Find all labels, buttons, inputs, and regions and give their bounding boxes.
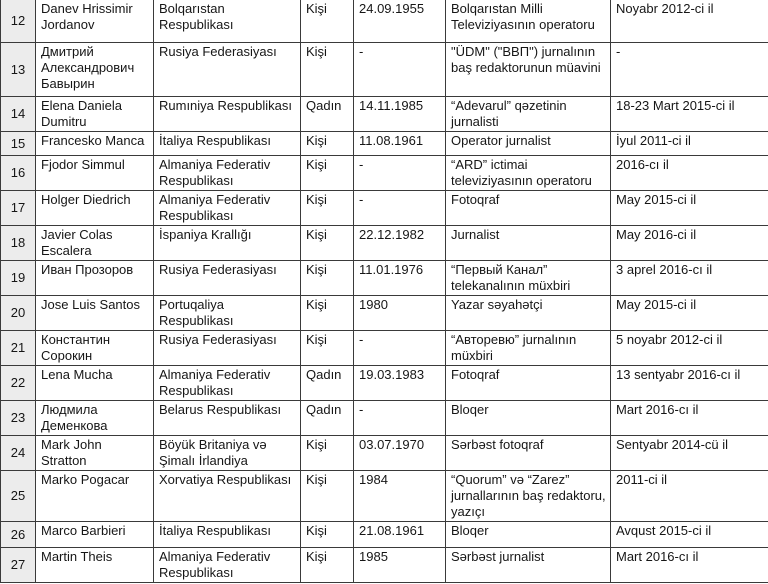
period-cell: Sentyabr 2014-cü il <box>611 436 768 471</box>
table-row <box>1 436 768 471</box>
name-cell: Marko Pogacar <box>36 471 154 522</box>
row-number-cell: 12 <box>1 0 36 43</box>
occupation-cell: Bolqarıstan Milli Televiziyasının operatoru <box>446 0 611 43</box>
occupation-cell: Yazar səyahətçi <box>446 296 611 331</box>
table-row <box>1 261 768 296</box>
name-cell: Людмила Деменкова <box>36 401 154 436</box>
period-cell: 13 sentyabr 2016-cı il <box>611 366 768 401</box>
occupation-cell: Fotoqraf <box>446 191 611 226</box>
birth-date-cell: 1984 <box>354 471 446 522</box>
period-cell: 5 noyabr 2012-ci il <box>611 331 768 366</box>
name-cell: Danev Hrissimir Jordanov <box>36 0 154 43</box>
occupation-cell: “Авторевю” jurnalının müxbiri <box>446 331 611 366</box>
birth-date-cell: 14.11.1985 <box>354 97 446 132</box>
name-cell: Fjodor Simmul <box>36 156 154 191</box>
table-row <box>1 401 768 436</box>
row-number-cell: 24 <box>1 436 36 471</box>
gender-cell: Kişi <box>301 548 354 583</box>
gender-cell: Qadın <box>301 97 354 132</box>
name-cell: Elena Daniela Dumitru <box>36 97 154 132</box>
table-body <box>1 0 768 583</box>
table-row <box>1 296 768 331</box>
name-cell: Holger Diedrich <box>36 191 154 226</box>
country-cell: Almaniya Federativ Respublikası <box>154 548 301 583</box>
country-cell: İspaniya Krallığı <box>154 226 301 261</box>
birth-date-cell: 22.12.1982 <box>354 226 446 261</box>
table-row <box>1 331 768 366</box>
period-cell: May 2015-ci il <box>611 191 768 226</box>
gender-cell: Kişi <box>301 331 354 366</box>
row-number-cell: 26 <box>1 522 36 548</box>
row-number-cell: 20 <box>1 296 36 331</box>
gender-cell: Kişi <box>301 261 354 296</box>
period-cell: İyul 2011-ci il <box>611 132 768 156</box>
table-row <box>1 471 768 522</box>
country-cell: Rusiya Federasiyası <box>154 261 301 296</box>
country-cell: Böyük Britaniya və Şimalı İrlandiya <box>154 436 301 471</box>
row-number-cell: 19 <box>1 261 36 296</box>
occupation-cell: Sərbəst jurnalist <box>446 548 611 583</box>
name-cell: Mark John Stratton <box>36 436 154 471</box>
country-cell: İtaliya Respublikası <box>154 132 301 156</box>
occupation-cell: “Adevarul” qəzetinin jurnalisti <box>446 97 611 132</box>
table-row <box>1 366 768 401</box>
period-cell: May 2016-ci il <box>611 226 768 261</box>
birth-date-cell: 11.08.1961 <box>354 132 446 156</box>
gender-cell: Kişi <box>301 296 354 331</box>
birth-date-cell: 11.01.1976 <box>354 261 446 296</box>
gender-cell: Kişi <box>301 191 354 226</box>
period-cell: May 2015-ci il <box>611 296 768 331</box>
occupation-cell: Fotoqraf <box>446 366 611 401</box>
period-cell: 18-23 Mart 2015-ci il <box>611 97 768 132</box>
name-cell: Константин Сорокин <box>36 331 154 366</box>
occupation-cell: “ARD” ictimai televiziyasının operatoru <box>446 156 611 191</box>
gender-cell: Kişi <box>301 132 354 156</box>
gender-cell: Qadın <box>301 401 354 436</box>
name-cell: Иван Прозоров <box>36 261 154 296</box>
gender-cell: Kişi <box>301 226 354 261</box>
name-cell: Jose Luis Santos <box>36 296 154 331</box>
birth-date-cell: - <box>354 191 446 226</box>
period-cell: 3 aprel 2016-cı il <box>611 261 768 296</box>
name-cell: Lena Mucha <box>36 366 154 401</box>
name-cell: Francesko Manca <box>36 132 154 156</box>
occupation-cell: "ÜDM" ("ВВП") jurnalının baş redaktorunun müavini <box>446 43 611 97</box>
occupation-cell: “Quorum” və “Zarez” jurnallarının baş redaktoru, yazıçı <box>446 471 611 522</box>
table-row <box>1 97 768 132</box>
row-number-cell: 13 <box>1 43 36 97</box>
country-cell: Almaniya Federativ Respublikası <box>154 191 301 226</box>
row-number-cell: 18 <box>1 226 36 261</box>
occupation-cell: Jurnalist <box>446 226 611 261</box>
name-cell: Marco Barbieri <box>36 522 154 548</box>
birth-date-cell: 19.03.1983 <box>354 366 446 401</box>
gender-cell: Qadın <box>301 366 354 401</box>
table-row <box>1 522 768 548</box>
row-number-cell: 21 <box>1 331 36 366</box>
gender-cell: Kişi <box>301 436 354 471</box>
name-cell: Javier Colas Escalera <box>36 226 154 261</box>
period-cell: 2016-cı il <box>611 156 768 191</box>
row-number-cell: 22 <box>1 366 36 401</box>
table-row <box>1 43 768 97</box>
country-cell: Rumıniya Respublikası <box>154 97 301 132</box>
occupation-cell: Sərbəst fotoqraf <box>446 436 611 471</box>
period-cell: Mart 2016-cı il <box>611 548 768 583</box>
table-row <box>1 132 768 156</box>
period-cell: Mart 2016-cı il <box>611 401 768 436</box>
country-cell: Bolqarıstan Respublikası <box>154 0 301 43</box>
country-cell: Almaniya Federativ Respublikası <box>154 366 301 401</box>
period-cell: 2011-ci il <box>611 471 768 522</box>
table-row <box>1 156 768 191</box>
country-cell: Belarus Respublikası <box>154 401 301 436</box>
occupation-cell: Operator jurnalist <box>446 132 611 156</box>
birth-date-cell: 1980 <box>354 296 446 331</box>
country-cell: İtaliya Respublikası <box>154 522 301 548</box>
period-cell: - <box>611 43 768 97</box>
birth-date-cell: 1985 <box>354 548 446 583</box>
birth-date-cell: - <box>354 331 446 366</box>
gender-cell: Kişi <box>301 156 354 191</box>
row-number-cell: 27 <box>1 548 36 583</box>
period-cell: Noyabr 2012-ci il <box>611 0 768 43</box>
name-cell: Дмитрий Александрович Бавырин <box>36 43 154 97</box>
gender-cell: Kişi <box>301 43 354 97</box>
country-cell: Portuqaliya Respublikası <box>154 296 301 331</box>
row-number-cell: 16 <box>1 156 36 191</box>
row-number-cell: 25 <box>1 471 36 522</box>
table-row <box>1 191 768 226</box>
birth-date-cell: 21.08.1961 <box>354 522 446 548</box>
gender-cell: Kişi <box>301 0 354 43</box>
row-number-cell: 14 <box>1 97 36 132</box>
row-number-cell: 15 <box>1 132 36 156</box>
country-cell: Rusiya Federasiyası <box>154 43 301 97</box>
row-number-cell: 23 <box>1 401 36 436</box>
name-cell: Martin Theis <box>36 548 154 583</box>
gender-cell: Kişi <box>301 522 354 548</box>
occupation-cell: “Первый Канал” telekanalının müxbiri <box>446 261 611 296</box>
occupation-cell: Bloqer <box>446 401 611 436</box>
birth-date-cell: - <box>354 43 446 97</box>
country-cell: Rusiya Federasiyası <box>154 331 301 366</box>
birth-date-cell: 24.09.1955 <box>354 0 446 43</box>
country-cell: Xorvatiya Respublikası <box>154 471 301 522</box>
birth-date-cell: - <box>354 401 446 436</box>
period-cell: Avqust 2015-ci il <box>611 522 768 548</box>
country-cell: Almaniya Federativ Respublikası <box>154 156 301 191</box>
occupation-cell: Bloqer <box>446 522 611 548</box>
birth-date-cell: - <box>354 156 446 191</box>
birth-date-cell: 03.07.1970 <box>354 436 446 471</box>
gender-cell: Kişi <box>301 471 354 522</box>
row-number-cell: 17 <box>1 191 36 226</box>
table-row <box>1 226 768 261</box>
table-row <box>1 548 768 583</box>
table-row <box>1 0 768 43</box>
